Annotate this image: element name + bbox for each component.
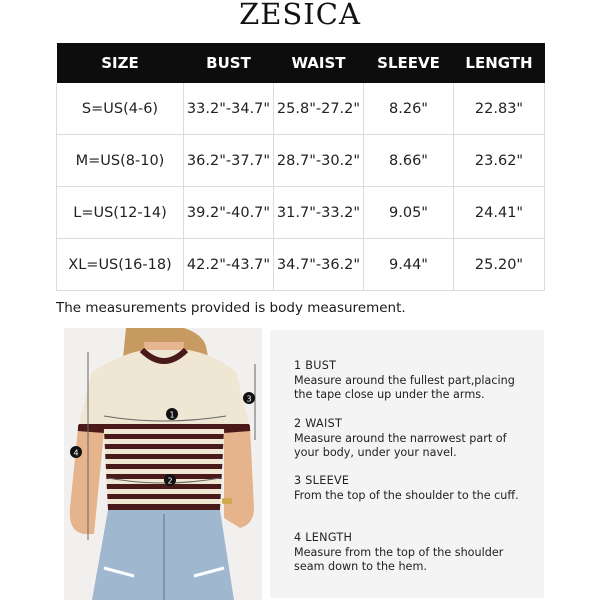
header-bust: BUST bbox=[184, 43, 274, 83]
header-waist: WAIST bbox=[274, 43, 364, 83]
length-instruction bbox=[294, 531, 534, 575]
waist-heading: 2 WAIST bbox=[294, 417, 343, 430]
marker-4 bbox=[70, 446, 82, 458]
cell-sleeve: 8.66" bbox=[364, 135, 454, 187]
cell-size: L=US(12-14) bbox=[57, 187, 184, 239]
table-row bbox=[57, 239, 545, 291]
model-photo bbox=[64, 328, 262, 600]
waist-text: Measure around the narrowest part of your body, under your navel. bbox=[294, 431, 507, 459]
cell-waist: 31.7"-33.2" bbox=[274, 187, 364, 239]
length-heading: 4 LENGTH bbox=[294, 531, 353, 544]
sleeve-instruction bbox=[294, 474, 534, 503]
cell-length: 23.62" bbox=[454, 135, 545, 187]
cell-bust: 42.2"-43.7" bbox=[184, 239, 274, 291]
sleeve-text: From the top of the shoulder to the cuff. bbox=[294, 488, 519, 502]
bracelet bbox=[222, 498, 232, 504]
cell-waist: 25.8"-27.2" bbox=[274, 83, 364, 135]
length-text: Measure from the top of the shoulder seam down to the hem. bbox=[294, 545, 504, 573]
right-cuff bbox=[224, 428, 250, 430]
marker-3-label: 3 bbox=[246, 394, 252, 404]
waist-instruction bbox=[294, 417, 534, 461]
brand-logo: ZESICA bbox=[239, 0, 361, 31]
header-sleeve: SLEEVE bbox=[364, 43, 454, 83]
cell-length: 22.83" bbox=[454, 83, 545, 135]
cell-sleeve: 9.44" bbox=[364, 239, 454, 291]
table-row bbox=[57, 135, 545, 187]
cell-size: XL=US(16-18) bbox=[57, 239, 184, 291]
sleeve-heading: 3 SLEEVE bbox=[294, 474, 350, 487]
cell-size: S=US(4-6) bbox=[57, 83, 184, 135]
cell-sleeve: 8.26" bbox=[364, 83, 454, 135]
model-illustration bbox=[64, 328, 262, 600]
marker-4-label: 4 bbox=[73, 448, 79, 458]
cell-size: M=US(8-10) bbox=[57, 135, 184, 187]
cell-bust: 33.2"-34.7" bbox=[184, 83, 274, 135]
marker-2-label: 2 bbox=[167, 476, 173, 486]
size-chart-table bbox=[56, 43, 545, 291]
cell-bust: 36.2"-37.7" bbox=[184, 135, 274, 187]
right-arm bbox=[224, 428, 254, 528]
bust-instruction bbox=[294, 359, 534, 403]
marker-3 bbox=[243, 392, 255, 404]
marker-2 bbox=[164, 474, 176, 486]
table-row bbox=[57, 187, 545, 239]
left-arm bbox=[70, 428, 104, 534]
header-length: LENGTH bbox=[454, 43, 545, 83]
marker-1-label: 1 bbox=[169, 410, 175, 420]
cell-sleeve: 9.05" bbox=[364, 187, 454, 239]
cell-length: 25.20" bbox=[454, 239, 545, 291]
cell-waist: 34.7"-36.2" bbox=[274, 239, 364, 291]
cell-bust: 39.2"-40.7" bbox=[184, 187, 274, 239]
marker-1 bbox=[166, 408, 178, 420]
bust-heading: 1 BUST bbox=[294, 359, 337, 372]
header-size: SIZE bbox=[57, 43, 184, 83]
table-header-row bbox=[57, 43, 545, 83]
measurement-note: The measurements provided is body measurement. bbox=[56, 300, 406, 316]
table-row bbox=[57, 83, 545, 135]
cell-length: 24.41" bbox=[454, 187, 545, 239]
measurement-guide-panel bbox=[270, 330, 544, 598]
bust-text: Measure around the fullest part,placing the tape close up under the arms. bbox=[294, 373, 515, 401]
cell-waist: 28.7"-30.2" bbox=[274, 135, 364, 187]
left-cuff bbox=[78, 428, 104, 430]
